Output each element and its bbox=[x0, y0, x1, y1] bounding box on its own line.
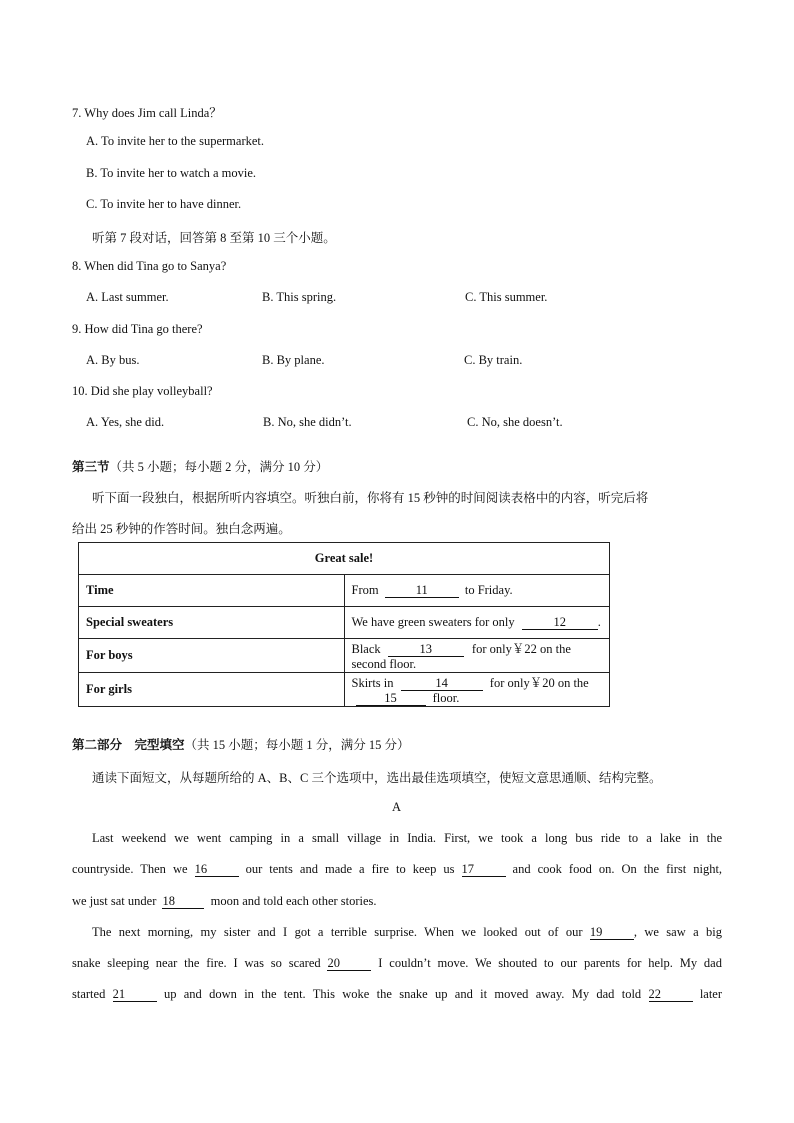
table-row bbox=[79, 575, 610, 607]
table-row bbox=[79, 607, 610, 639]
blank-17: 17 bbox=[462, 863, 506, 877]
section-3-title: 第三节 bbox=[72, 460, 110, 474]
q10-option-a: A. Yes, she did. bbox=[86, 415, 165, 429]
passage-line bbox=[72, 894, 722, 909]
blank-22: 22 bbox=[649, 988, 693, 1002]
question-7: 7. Why does Jim call Linda？ bbox=[72, 106, 222, 120]
table-row bbox=[79, 673, 610, 707]
q9-option-b: B. By plane. bbox=[262, 353, 325, 367]
row-label: Time bbox=[79, 575, 345, 607]
table-row bbox=[79, 639, 610, 673]
part-2-instruction: 通读下面短文，从每题所给的 A、B、C 三个选项中，选出最佳选项填空，使短文意思通顺、结构完整。 bbox=[92, 771, 662, 785]
row-value bbox=[344, 673, 610, 707]
passage-text: and cook food on. On the first night, bbox=[512, 862, 723, 876]
table-title: Great sale! bbox=[79, 543, 610, 575]
row-text: to Friday. bbox=[464, 583, 513, 597]
passage-line bbox=[72, 987, 722, 1002]
passage-line bbox=[72, 862, 722, 877]
row-text: floor. bbox=[432, 691, 460, 705]
q7-option-c: C. To invite her to have dinner. bbox=[86, 197, 242, 211]
section-3-scoring: （共 5 小题；每小题 2 分，满分 10 分） bbox=[109, 460, 329, 474]
passage-text: countryside. Then we bbox=[72, 862, 188, 876]
passage-text: I couldn’t move. We shouted to our parents for help. My dad bbox=[378, 956, 722, 970]
part-2-heading bbox=[72, 735, 410, 753]
blank-14: 14 bbox=[401, 677, 483, 691]
passage-text: we just sat under bbox=[72, 894, 157, 908]
blank-19: 19 bbox=[590, 926, 634, 940]
row-text: Black bbox=[351, 642, 381, 656]
row-text: From bbox=[351, 583, 379, 597]
question-10: 10. Did she play volleyball? bbox=[72, 384, 213, 398]
q10-option-b: B. No, she didn’t. bbox=[263, 415, 352, 429]
passage-line: Last weekend we went camping in a small village in India. First, we took a long bus ride to a lake in the bbox=[92, 831, 722, 845]
blank-20: 20 bbox=[327, 957, 371, 971]
row-label: Special sweaters bbox=[79, 607, 345, 639]
blank-15: 15 bbox=[356, 692, 426, 706]
row-value bbox=[344, 639, 610, 673]
row-text: for only￥20 on the bbox=[489, 676, 589, 690]
row-text: . bbox=[597, 615, 601, 629]
question-9: 9. How did Tina go there? bbox=[72, 322, 203, 336]
passage-text: later bbox=[699, 987, 723, 1001]
table-header-row bbox=[79, 543, 610, 575]
passage-line bbox=[72, 956, 722, 971]
row-text: for only￥22 on the second floor. bbox=[351, 642, 571, 671]
q7-option-b: B. To invite her to watch a movie. bbox=[86, 166, 257, 180]
listening-instruction-7: 听第 7 段对话，回答第 8 至第 10 三个小题。 bbox=[92, 231, 336, 245]
passage-text: moon and told each other stories. bbox=[210, 894, 377, 908]
blank-12: 12 bbox=[522, 616, 598, 630]
passage-line bbox=[92, 925, 722, 940]
blank-21: 21 bbox=[113, 988, 157, 1002]
blank-13: 13 bbox=[388, 643, 464, 657]
q7-option-a: A. To invite her to the supermarket. bbox=[86, 134, 265, 148]
passage-text: up and down in the tent. This woke the snake up and it moved away. My dad told bbox=[163, 987, 642, 1001]
row-value bbox=[344, 607, 610, 639]
passage-text: started bbox=[72, 987, 106, 1001]
blank-11: 11 bbox=[385, 584, 459, 598]
great-sale-table bbox=[78, 542, 610, 707]
section-3-heading bbox=[72, 457, 328, 475]
passage-label: A bbox=[392, 800, 402, 814]
part-2-title: 第二部分 完型填空 bbox=[72, 738, 185, 752]
q8-option-a: A. Last summer. bbox=[86, 290, 169, 304]
q9-option-a: A. By bus. bbox=[86, 353, 140, 367]
passage-text: our tents and made a fire to keep us bbox=[245, 862, 455, 876]
question-8: 8. When did Tina go to Sanya? bbox=[72, 259, 227, 273]
passage-text: snake sleeping near the fire. I was so scared bbox=[72, 956, 321, 970]
q9-option-c: C. By train. bbox=[464, 353, 523, 367]
row-label: For girls bbox=[79, 673, 345, 707]
section-3-intro-line-1: 听下面一段独白，根据所听内容填空。听独白前，你将有 15 秒钟的时间阅读表格中的内容，听完后将 bbox=[92, 491, 649, 505]
q8-option-c: C. This summer. bbox=[465, 290, 548, 304]
row-label: For boys bbox=[79, 639, 345, 673]
row-value bbox=[344, 575, 610, 607]
blank-16: 16 bbox=[195, 863, 239, 877]
passage-text: The next morning, my sister and I got a terrible surprise. When we looked out of our bbox=[92, 925, 583, 939]
blank-18: 18 bbox=[162, 895, 204, 909]
row-text: Skirts in bbox=[351, 676, 394, 690]
passage-text: , we saw a big bbox=[633, 925, 722, 939]
q10-option-c: C. No, she doesn’t. bbox=[467, 415, 563, 429]
row-text: We have green sweaters for only bbox=[351, 615, 515, 629]
q8-option-b: B. This spring. bbox=[262, 290, 337, 304]
cloze-passage bbox=[72, 831, 722, 1011]
section-3-intro-line-2: 给出 25 秒钟的作答时间。独白念两遍。 bbox=[72, 522, 291, 536]
part-2-scoring: （共 15 小题；每小题 1 分，满分 15 分） bbox=[184, 738, 410, 752]
